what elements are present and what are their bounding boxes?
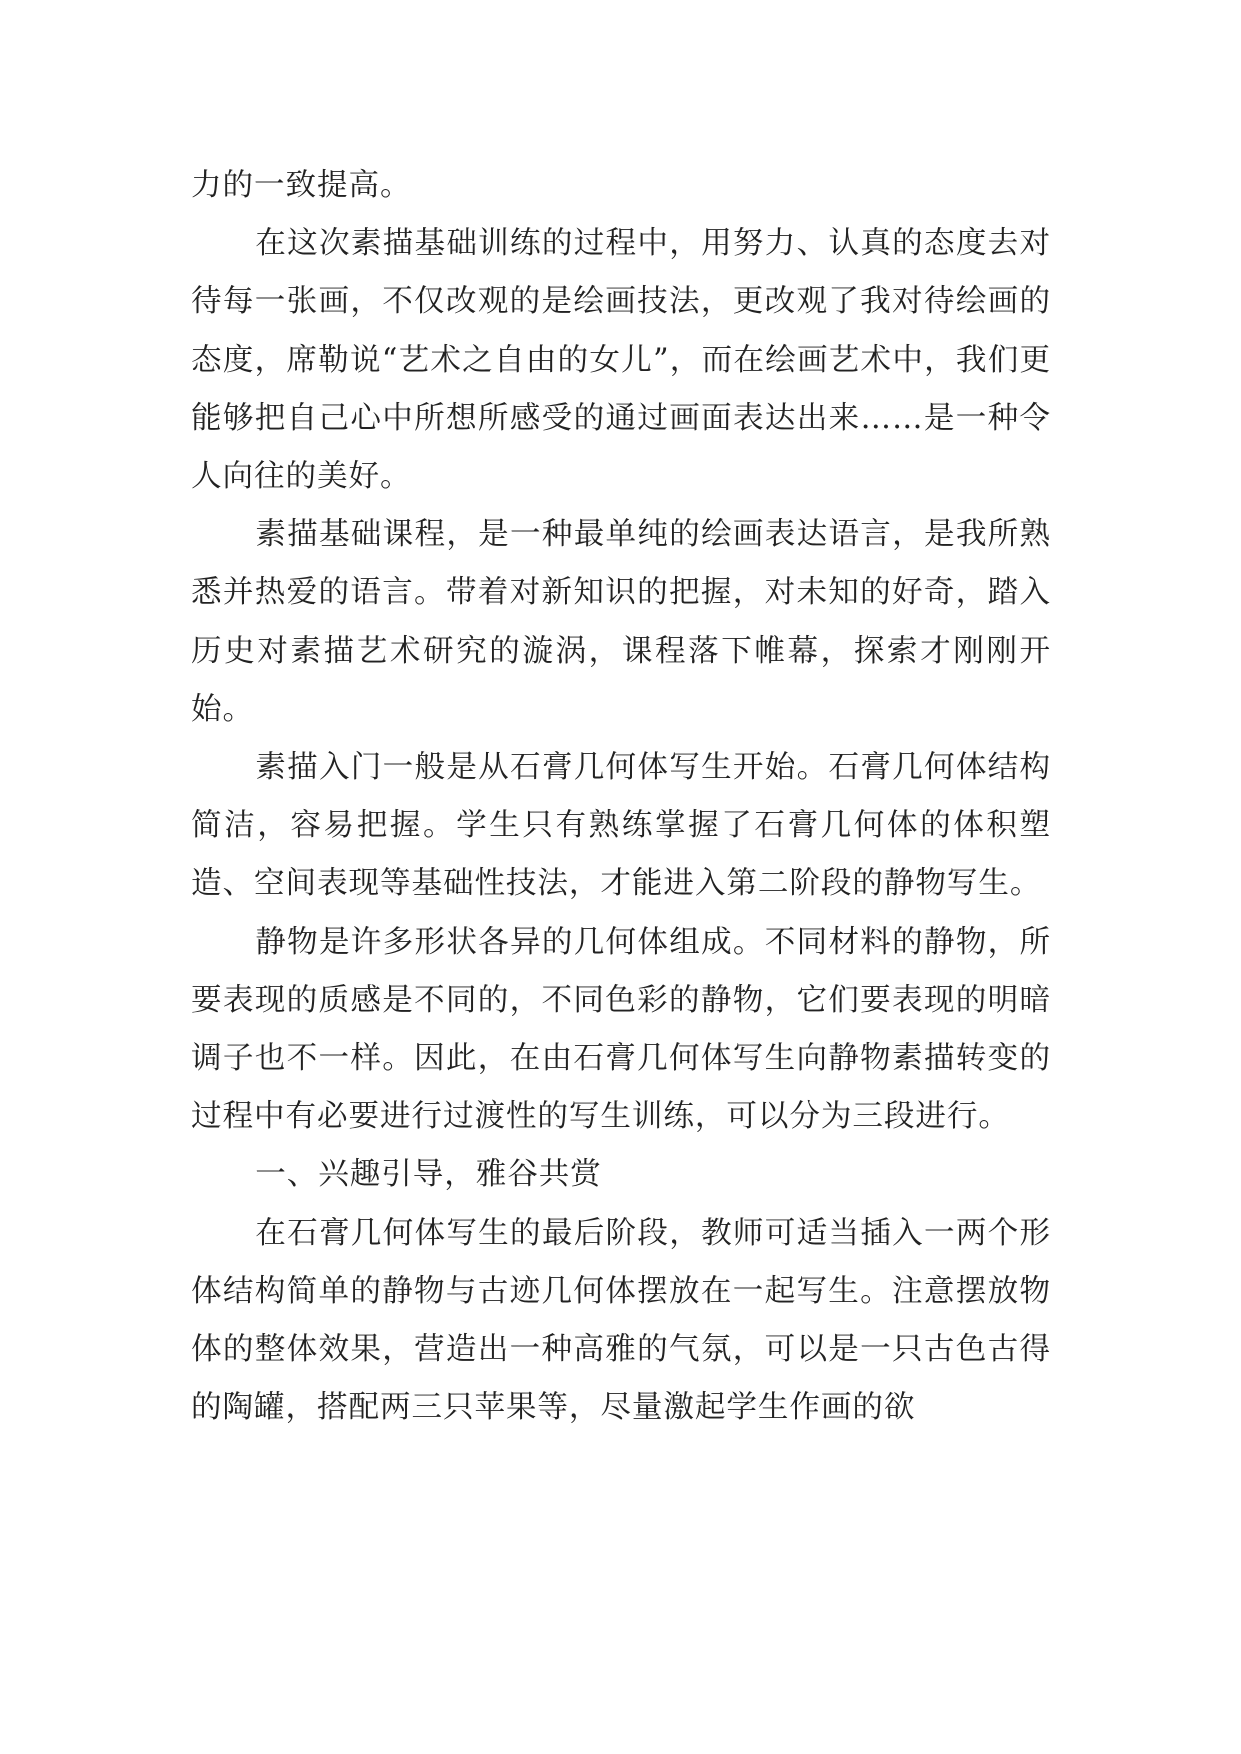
- paragraph-final-stage: 在石膏几何体写生的最后阶段，教师可适当插入一两个形体结构简单的静物与古迹几何体摆放在一起写生。注意摆放物体的整体效果，营造出一种高雅的气氛，可以是一只古色古得的陶罐，搭配两三只苹果等，尽量激起学生作画的欲: [191, 1215, 1051, 1426]
- paragraph-continuation: 力的一致提高。: [191, 168, 412, 203]
- section-heading-interest: 一、兴趣引导，雅谷共赏: [255, 1157, 602, 1193]
- paragraph-plaster-geometry: 素描入门一般是从石膏几何体写生开始。石膏几何体结构简洁，容易把握。学生只有熟练掌握了石膏几何体的体积塑造、空间表现等基础性技法，才能进入第二阶段的静物写生。: [191, 750, 1051, 902]
- paragraph-still-life: 静物是许多形状各异的几何体组成。不同材料的静物，所要表现的质感是不同的，不同色彩的静物，它们要表现的明暗调子也不一样。因此，在由石膏几何体写生向静物素描转变的过程中有必要进行过渡性的写生训练，可以分为三段进行。: [191, 924, 1051, 1135]
- body-text: [191, 157, 1051, 1437]
- paragraph-training-attitude: 在这次素描基础训练的过程中，用努力、认真的态度去对待每一张画，不仅改观的是绘画技法，更改观了我对待绘画的态度，席勒说“艺术之自由的女儿”，而在绘画艺术中，我们更能够把自己心中所想所感受的通过画面表达出来……是一种令人向往的美好。: [191, 226, 1051, 495]
- paragraph-course-language: 素描基础课程，是一种最单纯的绘画表达语言，是我所熟悉并热爱的语言。带着对新知识的把握，对未知的好奇，踏入历史对素描艺术研究的漩涡，课程落下帷幕，探索才刚刚开始。: [191, 517, 1051, 727]
